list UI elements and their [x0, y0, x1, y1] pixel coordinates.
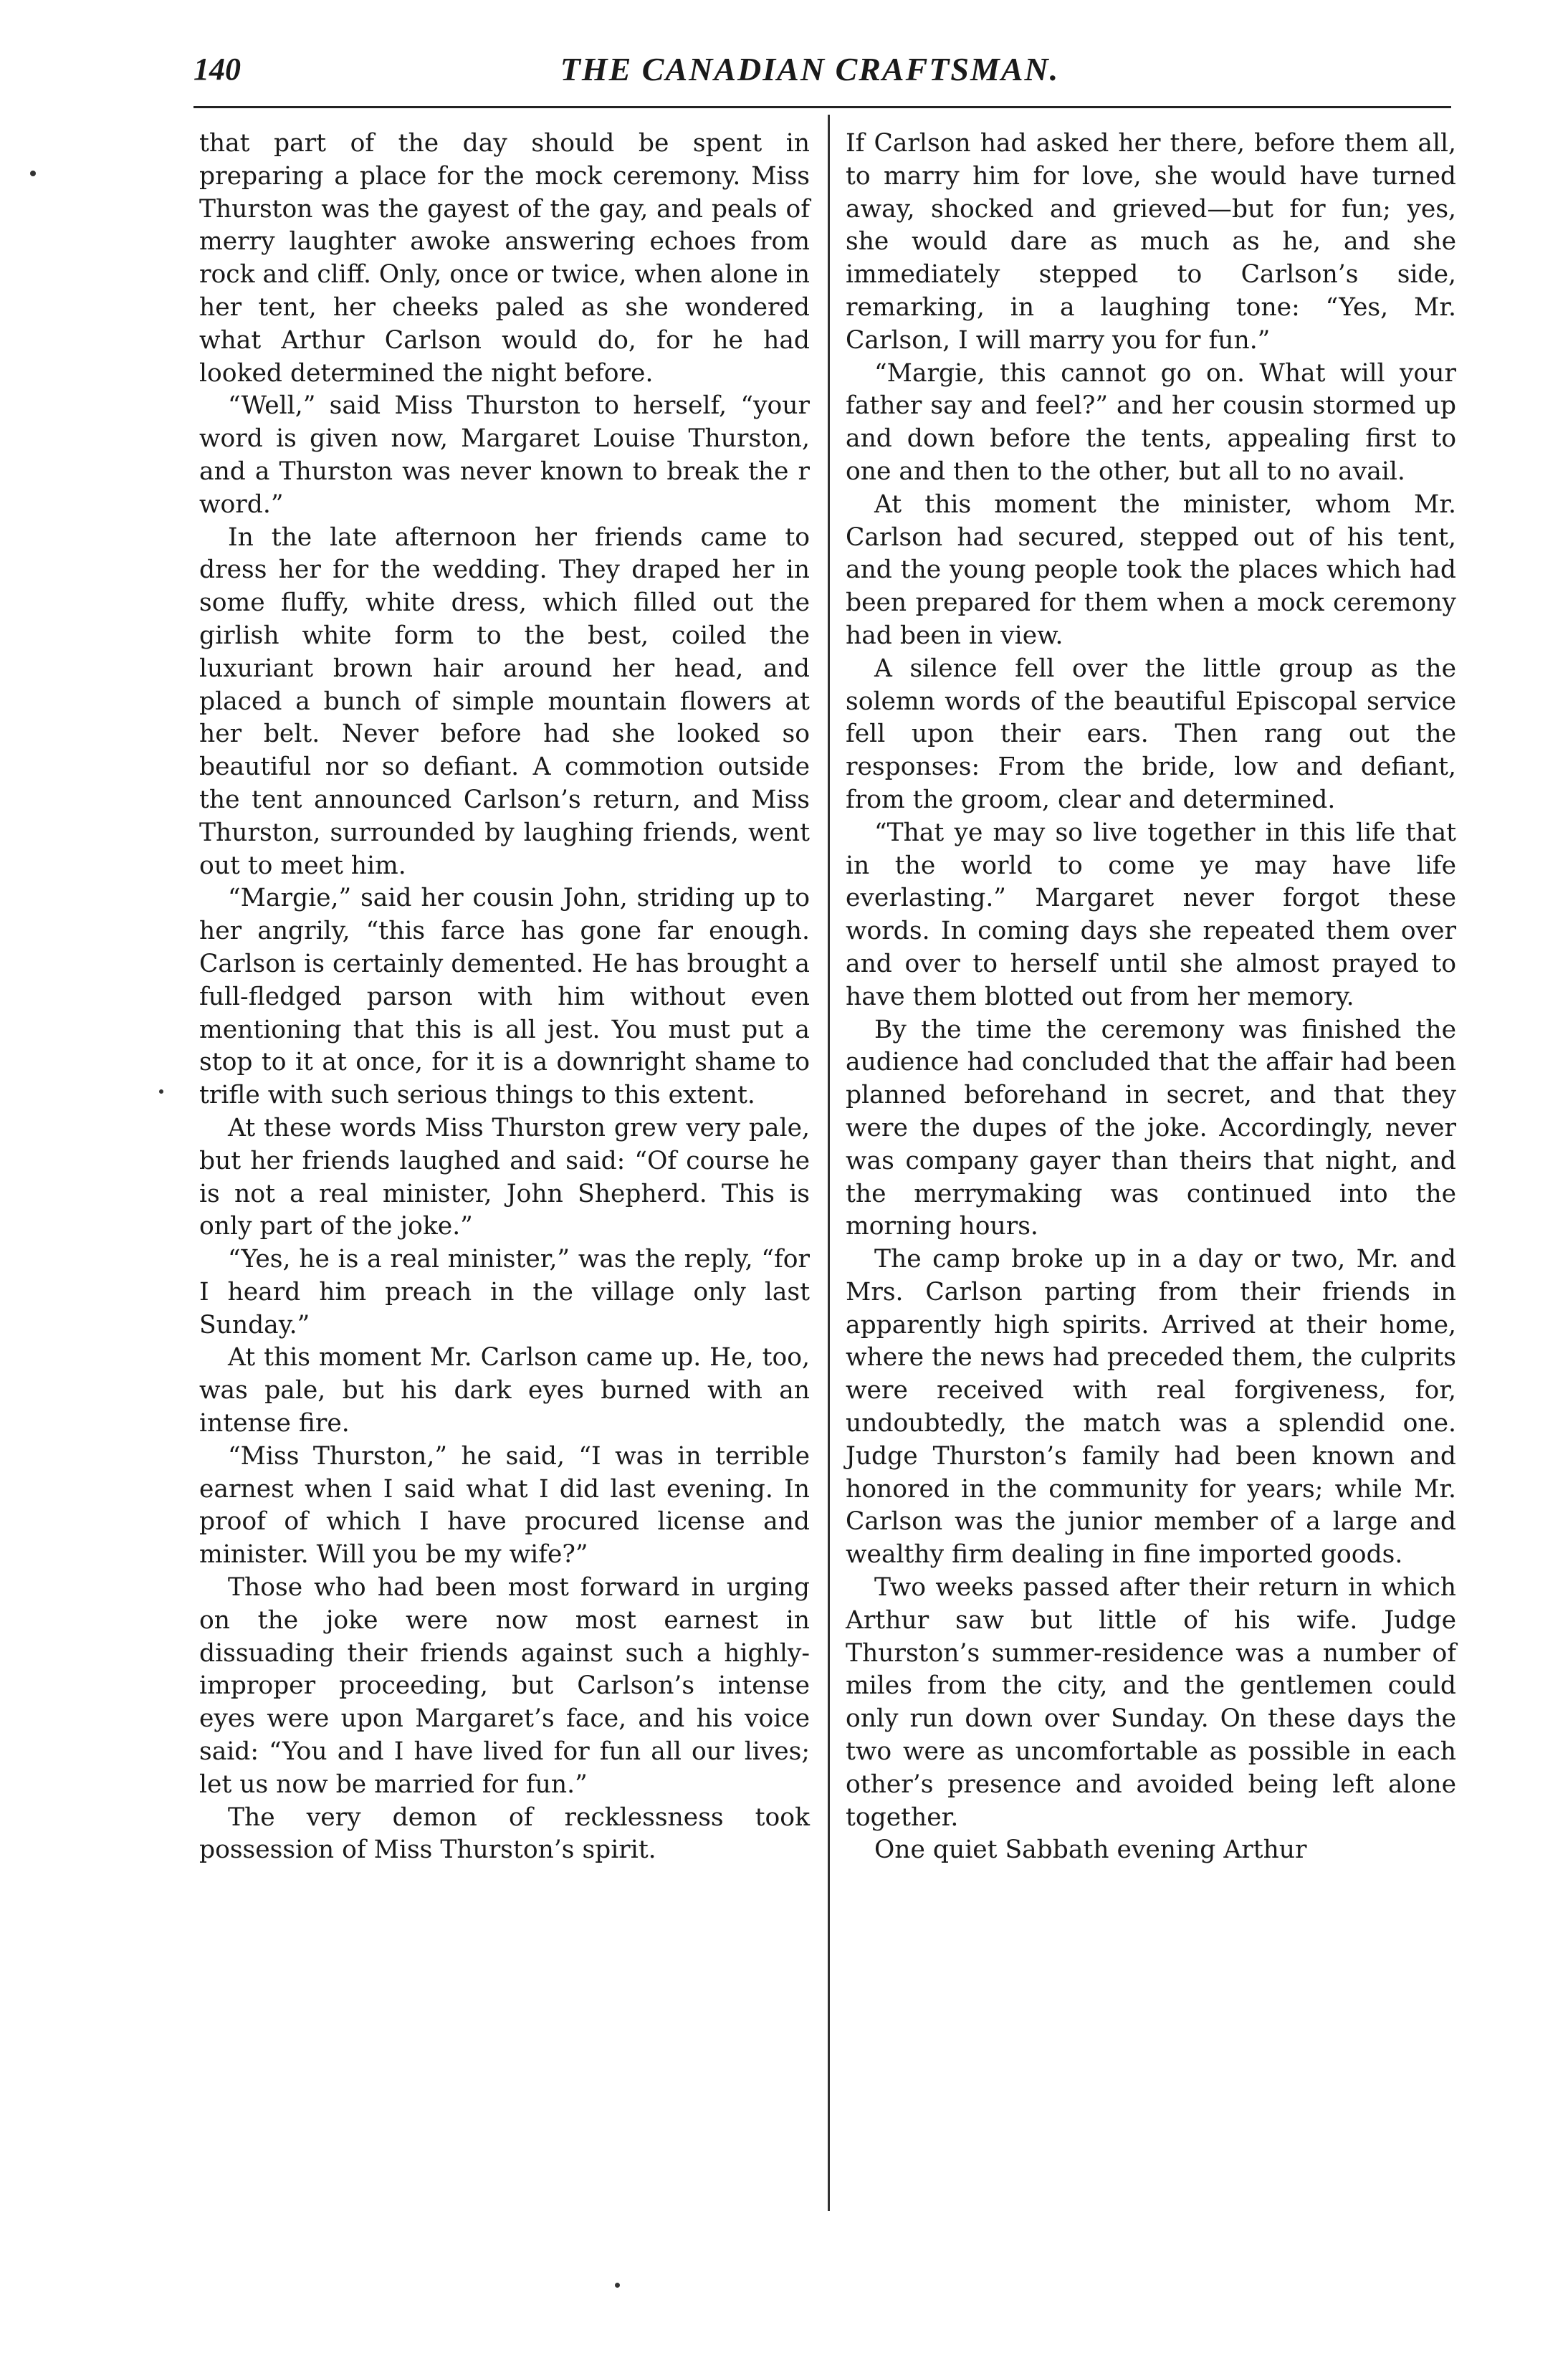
- print-speck: [159, 1089, 163, 1094]
- paragraph: Those who had been most forward in urging on the joke were now most earnest in dissuading their friends against such a highly-improper proceeding, but Carlson’s intense eyes were upon Margaret’s face, and his voice said: “You and I have lived for fun all our lives; let us now be married for fun.”: [199, 1573, 810, 1799]
- paragraph: At these words Miss Thurston grew very pale, but her friends laughed and said: “Of course he is not a real minister, John Shepherd. This is only part of the joke.”: [199, 1113, 810, 1241]
- paragraph: The very demon of recklessness took possession of Miss Thurston’s spirit.: [199, 1802, 810, 1865]
- page-number: 140: [193, 52, 241, 87]
- right-column: [846, 128, 1456, 1867]
- paragraph: The camp broke up in a day or two, Mr. and Mrs. Carlson parting from their friends in apparently high spirits. Arrived at their home, where the news had preceded them, the culprits were received with real forgiveness, for, undoubtedly, the match was a splendid one. Judge Thurston’s family had been known and honored in the community for years; while Mr. Carlson was the junior member of a large and wealthy firm dealing in fine imported goods.: [846, 1245, 1456, 1570]
- print-speck: [615, 2283, 620, 2288]
- paragraph: “Margie, this cannot go on. What will your father say and feel?” and her cousin stormed up and down before the tents, appealing first to one and then to the other, but all to no avail.: [846, 358, 1456, 486]
- page-header: [193, 44, 1426, 95]
- paragraph: “Yes, he is a real minister,” was the reply, “for I heard him preach in the village only last Sunday.”: [199, 1245, 810, 1340]
- column-rule: [828, 115, 830, 2211]
- print-speck: [30, 171, 36, 176]
- left-column: [199, 128, 810, 1867]
- paragraph: “Miss Thurston,” he said, “I was in terrible earnest when I said what I did last evening. In proof of which I have procured license and minister. Will you be my wife?”: [199, 1441, 810, 1570]
- paragraph: At this moment Mr. Carlson came up. He, too, was pale, but his dark eyes burned with an intense fire.: [199, 1343, 810, 1438]
- running-head-title: THE CANADIAN CRAFTSMAN.: [560, 51, 1060, 87]
- paragraph: “That ye may so live together in this life that in the world to come ye may have life everlasting.” Margaret never forgot these words. In coming days she repeated them over and over to herself until she almost prayed to have them blotted out from her memory.: [846, 818, 1456, 1011]
- paragraph: “Well,” said Miss Thurston to herself, “your word is given now, Margaret Louise Thurston, and a Thurston was never known to break the r word.”: [199, 391, 810, 519]
- paragraph: A silence fell over the little group as the solemn words of the beautiful Episcopal service fell upon their ears. Then rang out the responses: From the bride, low and defiant, from the groom, clear and determined.: [846, 654, 1456, 814]
- header-rule: [193, 106, 1451, 108]
- paragraph: Two weeks passed after their return in which Arthur saw but little of his wife. Judge Thurston’s summer-residence was a number of miles from the city, and the gentlemen could only run down over Sunday. On these days the two were as uncomfortable as possible in each other’s presence and avoided being left alone together.: [846, 1573, 1456, 1832]
- paragraph: By the time the ceremony was finished the audience had concluded that the affair had been planned beforehand in secret, and that they were the dupes of the joke. Accordingly, never was company gayer than theirs that night, and the merrymaking was continued into the morning hours.: [846, 1015, 1456, 1241]
- paragraph: In the late afternoon her friends came to dress her for the wedding. They draped her in some fluffy, white dress, which filled out the girlish white form to the best, coiled the luxuriant brown hair around her head, and placed a bunch of simple mountain flowers at her belt. Never before had she looked so beautiful nor so defiant. A commotion outside the tent announced Carlson’s return, and Miss Thurston, surrounded by laughing friends, went out to meet him.: [199, 522, 810, 880]
- paragraph: If Carlson had asked her there, before them all, to marry him for love, she would have turned away, shocked and grieved—but for fun; yes, she would dare as much as he, and she immediately stepped to Carlson’s side, remarking, in a laughing tone: “Yes, Mr. Carlson, I will marry you for fun.”: [846, 129, 1456, 355]
- paragraph: that part of the day should be spent in preparing a place for the mock ceremony. Miss Thurston was the gayest of the gay, and peals of merry laughter awoke answering echoes from rock and cliff. Only, once or twice, when alone in her tent, her cheeks paled as she wondered what Arthur Carlson would do, for he had looked determined the night before.: [199, 129, 810, 388]
- paragraph: “Margie,” said her cousin John, striding up to her angrily, “this farce has gone far enough. Carlson is certainly demented. He has brought a full-fledged parson with him without even mentioning that this is all jest. You must put a stop to it at once, for it is a downright shame to trifle with such serious things to this extent.: [199, 884, 810, 1110]
- paragraph: At this moment the minister, whom Mr. Carlson had secured, stepped out of his tent, and the young people took the places which had been prepared for them when a mock ceremony had been in view.: [846, 490, 1456, 650]
- paragraph: One quiet Sabbath evening Arthur: [874, 1835, 1307, 1865]
